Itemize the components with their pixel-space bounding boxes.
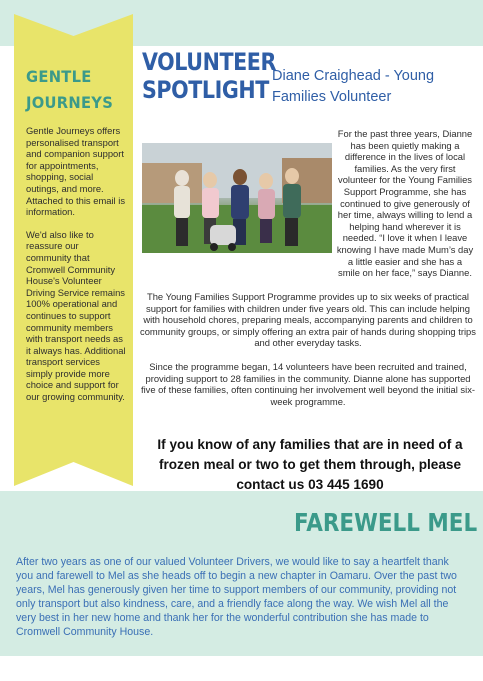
spotlight-title: VOLUNTEER SPOTLIGHT <box>142 48 276 104</box>
volunteers-photo-illustration <box>142 143 332 253</box>
spotlight-para-2: Since the programme began, 14 volunteers have been recruited and trained, providing support to 28 families in the community. Dianne alone has supported five of these families, often continuing her involvement well beyond the initial six-week programme. <box>140 361 476 407</box>
spotlight-intro: For the past three years, Dianne has been quietly making a difference in the lives of local families. As the very first volunteer for the Young Families Support Programme, she has continued to give generously of her time, always willing to lend a helping hand wherever it is needed. “I love it when I leave knowing I have made Mum’s day a little easier and she has a smile on her face,” says Dianne. <box>336 128 474 279</box>
sidebar-para-2: We'd also like to reassure our community that Cromwell Community House's Volunteer Driving Service remains 100% operational and continues to support community members with transport needs as it always has. Additional transport services simply provide more choice and support for our growing community. <box>26 228 126 403</box>
sidebar-para-1: Gentle Journeys offers personalised transport and companion support for appointments, shopping, social outings, and more. Attached to this email is information. <box>26 125 126 218</box>
farewell-title: FAREWELL MEL <box>294 508 478 537</box>
sidebar-text <box>26 125 126 414</box>
spotlight-subtitle: Diane Craighead - Young Families Volunteer <box>272 68 435 105</box>
sidebar-title: GENTLE JOURNEYS <box>26 67 114 112</box>
call-to-action: If you know of any families that are in need of a frozen meal or two to get them through, please contact us 03 445 1690 <box>157 437 463 492</box>
spotlight-para-1: The Young Families Support Programme provides up to six weeks of practical support for families with children under five years old. This can include helping with household chores, preparing meals, accompanying parents and children to community groups, or simply offering an extra pair of hands during shopping trips and other everyday tasks. <box>140 291 476 349</box>
farewell-text: After two years as one of our valued Volunteer Drivers, we would like to say a heartfelt thank you and farewell to Mel as she heads off to begin a new chapter in Oamaru. Over the past two years, Mel has generously given her time to support members of our community, providing not only transport but also kindness, care, and a friendly face along the way. We wish Mel all the very best in her new home and thank her for the wonderful contribution she has made to Cromwell Community House. <box>16 556 457 638</box>
volunteers-photo <box>142 143 332 253</box>
